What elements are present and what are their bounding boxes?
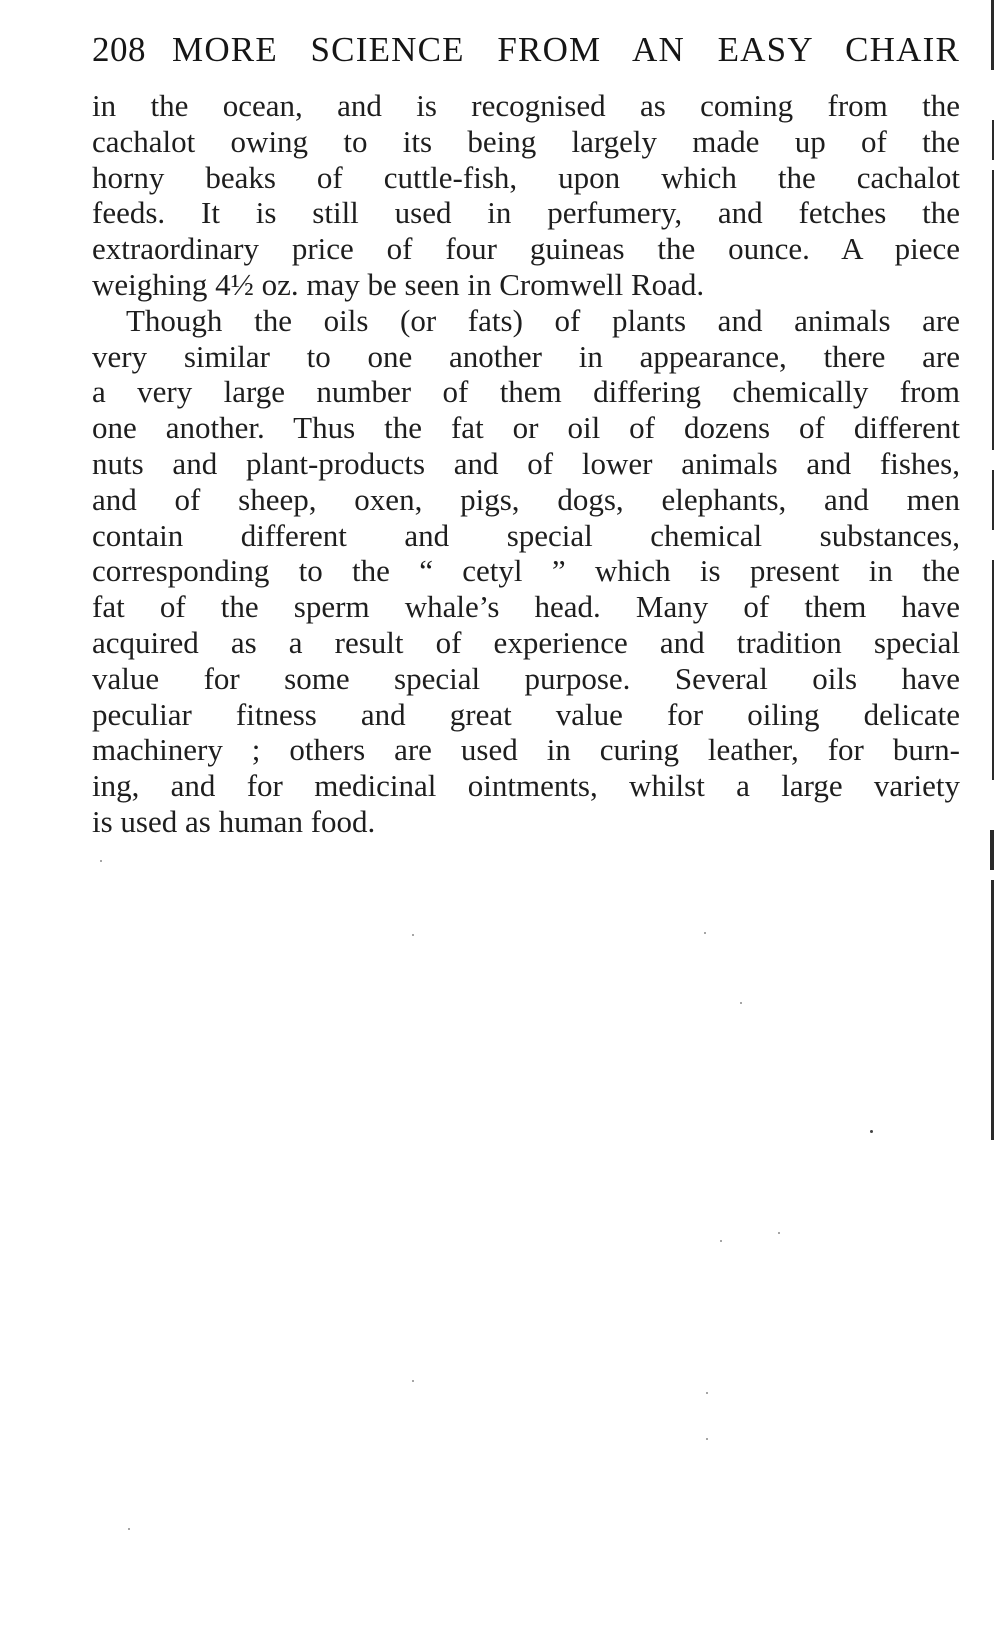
text-line: acquired as a result of experience and tradition special bbox=[92, 624, 960, 660]
text-line: cachalot owing to its being largely made up of the bbox=[92, 123, 960, 159]
paragraph-continuation bbox=[92, 88, 960, 303]
text-line: machinery ; others are used in curing leather, for burn- bbox=[92, 732, 960, 768]
text-line: corresponding to the “ cetyl ” which is present in the bbox=[92, 553, 960, 589]
text-line: contain different and special chemical substances, bbox=[92, 517, 960, 553]
running-head bbox=[92, 30, 960, 80]
text-line: feeds. It is still used in perfumery, and fetches the bbox=[92, 195, 960, 231]
page-number: 208 bbox=[92, 30, 146, 69]
text-line: extraordinary price of four guineas the ounce. A piece bbox=[92, 231, 960, 267]
text-line: is used as human food. bbox=[92, 803, 376, 839]
text-line: one another. Thus the fat or oil of dozens of different bbox=[92, 410, 960, 446]
running-title: MORE SCIENCE FROM AN EASY CHAIR bbox=[172, 30, 960, 69]
text-line: Though the oils (or fats) of plants and animals are bbox=[126, 302, 960, 338]
text-line: ing, and for medicinal ointments, whilst a large variety bbox=[92, 768, 960, 804]
text-line: a very large number of them differing chemically from bbox=[92, 374, 960, 410]
page-edge-shadow bbox=[986, 0, 1000, 1647]
body-text bbox=[92, 88, 960, 840]
text-line: value for some special purpose. Several oils have bbox=[92, 660, 960, 696]
text-line: in the ocean, and is recognised as coming from the bbox=[92, 88, 960, 123]
text-line: horny beaks of cuttle-fish, upon which the cachalot bbox=[92, 159, 960, 195]
paragraph-oils bbox=[92, 303, 960, 840]
text-line: fat of the sperm whale’s head. Many of them have bbox=[92, 589, 960, 625]
text-line: and of sheep, oxen, pigs, dogs, elephants, and men bbox=[92, 481, 960, 517]
text-line: very similar to one another in appearance, there are bbox=[92, 338, 960, 374]
text-line: nuts and plant-products and of lower animals and fishes, bbox=[92, 445, 960, 481]
text-line: peculiar fitness and great value for oiling delicate bbox=[92, 696, 960, 732]
text-line: weighing 4½ oz. may be seen in Cromwell Road. bbox=[92, 266, 705, 302]
